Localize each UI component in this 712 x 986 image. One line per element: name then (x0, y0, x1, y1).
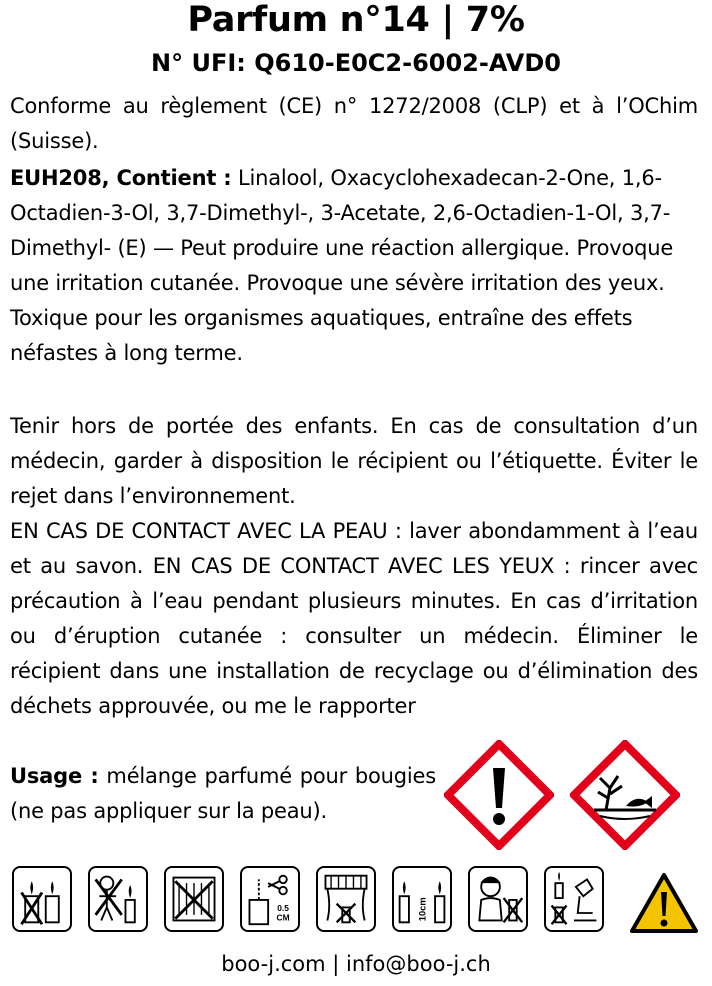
footer-contact[interactable]: boo-j.com | info@boo-j.ch (221, 952, 491, 976)
keep-from-children-icon (468, 866, 528, 932)
candle-spacing-icon (12, 866, 72, 932)
candle-safety-pictograms (12, 866, 702, 936)
trim-wick-icon (240, 866, 300, 932)
ingredients-text: Linalool, Oxacyclohexadecan-2-One, 1,6-Octadien-3-Ol, 3,7-Dimethyl-, 3-Acetate, 2,6-Octadien-1-Ol, 3,7-Dimethyl- (E) — Peut produire une réaction allergique. Provoque une irritation cutanée. Provoque une sévère irritation des yeux. Toxique pour les organismes aquatiques, entraîne des effets néfastes à long terme. (10, 166, 674, 365)
first-aid-paragraph: EN CAS DE CONTACT AVEC LA PEAU : laver abondamment à l’eau et au savon. EN CAS DE CONTACT AVEC LES YEUX : rincer avec précaution à l’eau pendant plusieurs minutes. En cas d’irritation ou d’éruption cutanée : consulter un médecin. Éliminer le récipient dans une installation de recyclage ou d’élimination des déchets approuvée, ou me le rapporter (10, 519, 698, 718)
no-children-candle-icon (88, 866, 148, 932)
no-flammable-nearby-icon (164, 866, 224, 932)
general-warning-icon (629, 872, 699, 934)
keep-distance-icon (392, 866, 452, 932)
product-title: Parfum n°14 | 7% (187, 0, 525, 40)
regulation-paragraph: Conforme au règlement (CE) n° 1272/2008 (CLP) et à l’OChim (Suisse). (10, 94, 698, 153)
ufi-code: N° UFI: Q610-E0C2-6002-AVD0 (151, 49, 561, 77)
wick-length-label: 0.5 (277, 903, 289, 914)
svg-text:CM: CM (276, 912, 290, 923)
no-drafts-icon (316, 866, 376, 932)
exclamation-mark-hazard-icon (444, 740, 554, 850)
usage-label: Usage : (10, 764, 99, 788)
environment-hazard-icon (570, 740, 680, 850)
euh208-label: EUH208, Contient : (10, 166, 232, 190)
never-leave-unattended-icon (544, 866, 604, 932)
usage-paragraph (10, 759, 436, 829)
distance-label: 10cm (417, 897, 428, 922)
precautions-paragraph: Tenir hors de portée des enfants. En cas de consultation d’un médecin, garder à disposition le récipient ou l’étiquette. Éviter le rejet dans l’environnement. (10, 414, 698, 508)
ingredients-paragraph (10, 161, 698, 371)
usage-text: mélange parfumé pour bougies (ne pas appliquer sur la peau). (10, 764, 437, 823)
